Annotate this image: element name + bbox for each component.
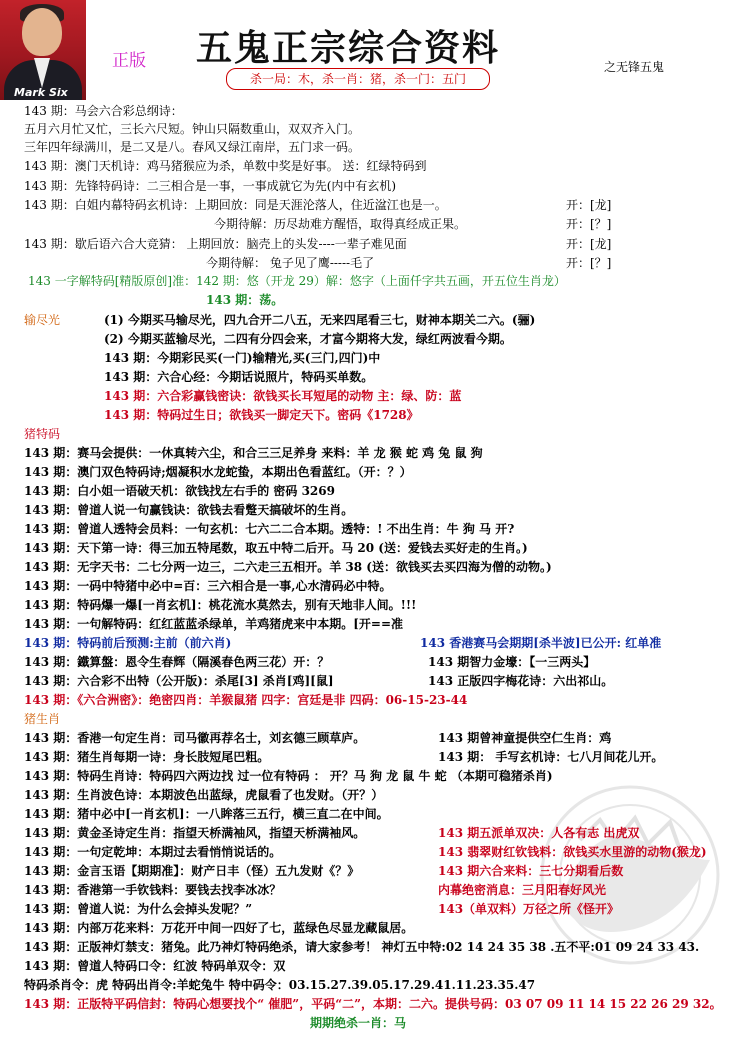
text-line: 143（单双料）万径之所《怪开》 — [438, 902, 620, 916]
text-line: 143 期：特码爆一爆[一肖玄机]：桃花流水莫然去，别有天地非人间。!!! — [24, 598, 417, 612]
text-line: 143 期：曾道人特码口令：红波 特码单双令：双 — [24, 959, 286, 973]
text-line: 143 期：一码中特猪中必中=百：三六相合是一事,心水清码必中特。 — [24, 579, 392, 593]
text-line: 143 期：六合心经：今期话说照片，特码买单数。 — [104, 370, 374, 384]
author-label: 之无锋五鬼 — [604, 60, 665, 74]
portrait-photo — [0, 0, 86, 100]
text-line: 143 期：赛马会提供：一休真转六尘，和合三三足养身 来料：羊 龙 猴 蛇 鸡 兔 鼠 狗 — [24, 446, 483, 460]
text-line: 143 翡翠财红钦钱料：欲钱买水里游的动物(猴龙) — [438, 845, 707, 859]
text-line: 143 期：先锋特码诗：二三相合是一事，一事成就它为先(内中有玄机) — [24, 179, 397, 193]
text-line: 143 期智力金壕：【一三两头】 — [428, 655, 596, 669]
text-line: 143 期：生肖波色诗：本期波色出蓝绿，虎鼠看了也发财。（开？） — [24, 788, 384, 802]
text-line: 143 期：六合彩不出特（公开版)：杀尾[3] 杀肖[鸡][鼠] — [24, 674, 334, 688]
text-line: 143 期：天下第一诗：得三加五特尾数，取五中特二后开。马 20 (送：爱钱去买好走的生肖。) — [24, 541, 528, 555]
text-line: 143 期：无字天书：二七分两一边三，二六走三五相开。羊 38 (送：欲钱买去买四海为僧的动物。) — [24, 560, 552, 574]
text-line: 143 一字解特码[精版原创]准：142 期：悠（开龙 29）解：悠字（上面仟字共五画，开五位生肖龙） — [28, 274, 566, 288]
text-line: 143 期：内部万花来料：万花开中间一四好了七，蓝绿色尽显龙藏鼠居。 — [24, 921, 414, 935]
subtitle-box: 杀一局：木，杀一肖：猪，杀一门：五门 — [226, 68, 490, 90]
text-line: 143 期：正版神灯禁支：猪兔。此乃神灯特码绝杀，请大家参考！ 神灯五中特:02 14 24 35 38 .五不平:01 09 24 33 43. — [24, 940, 700, 954]
text-line: 今期待解： 兔子见了鹰-----毛了 — [206, 256, 375, 270]
text-line: (1) 今期买马输尽光，四九合开二八五，无来四尾看三七，财神本期关二六。(骊) — [104, 313, 536, 327]
text-line: 开：[龙] — [566, 237, 612, 251]
text-line: (2) 今期买蓝输尽光，二四有分四会来，才富今期将大发，绿红两波看今期。 — [104, 332, 512, 346]
text-line: 143 期：黄金圣诗定生肖：指望天桥满袖风，指望天桥满袖风。 — [24, 826, 366, 840]
text-line: 143 期：白小姐一语破天机：欲钱找左右手的 密码 3269 — [24, 484, 335, 498]
text-line: 143 香港赛马会期期[杀半波]已公开: 红单准 — [420, 636, 662, 650]
text-line: 143 期：澳门双色特码诗;烟凝积水龙蛇蛰，本期出色看蓝红。（开：？） — [24, 465, 412, 479]
text-line: 143 期：曾道人说一句赢钱诀：欲钱去看蹩天搞破坏的生肖。 — [24, 503, 354, 517]
text-line: 143 期：正版特平码信封：特码心想要找个“ 催肥”，平码“二”，本期：二六。提供号码：03 07 09 11 14 15 22 26 29 32。 — [24, 997, 722, 1011]
text-line: 143 期：猪生肖每期一诗：身长肢短尾巴粗。 — [24, 750, 270, 764]
text-line: 143 期：鐵算盤：恩令生春辉（隔溪春色两三花）开：？ — [24, 655, 330, 669]
text-line: 143 期：一句定乾坤：本期过去看悄悄说话的。 — [24, 845, 282, 859]
photo-tag: Mark Six — [14, 86, 68, 99]
text-line: 开：[？] — [566, 217, 612, 231]
text-line: 三年四年绿满川，是二又是八。春风又绿江南岸，五门求一码。 — [24, 140, 361, 154]
portrait-face — [22, 8, 62, 56]
text-line: 期期绝杀一肖：马 — [310, 1016, 407, 1030]
text-line: 猪生肖 — [24, 712, 61, 726]
text-line: 143 期：香港一句定生肖：司马徽再荐名士，刘玄德三顾草庐。 — [24, 731, 366, 745]
text-line: 143 期：白姐内幕特码玄机诗：上期回放：同是天涯沦落人，住近湓江也是一。 — [24, 198, 447, 212]
edition-label: 正版 — [112, 51, 146, 71]
text-line: 开：[？] — [566, 256, 612, 270]
text-line: 五月六月忙又忙，三长六尺短。钟山只隔数重山，双双齐入门。 — [24, 122, 361, 136]
text-line: 143 期：特码前后预测:主前（前六肖) — [24, 636, 232, 650]
text-line: 特码杀肖令：虎 特码出肖令:羊蛇兔牛 特中码令：03.15.27.39.05.17.29.41.11.23.35.47 — [24, 978, 536, 992]
text-line: 143 期：歇后语六合大竞猜： 上期回放：脑壳上的头发----一辈子难见面 — [24, 237, 407, 251]
text-line: 今期待解：历尽劫难方醒悟，取得真经成正果。 — [214, 217, 467, 231]
text-line: 143 期： 手写玄机诗：七八月间花儿开。 — [438, 750, 664, 764]
text-line: 143 期：澳门天机诗：鸡马猪猴应为杀，单数中奖是好事。 送：红绿特码到 — [24, 159, 427, 173]
text-line: 143 期曾神童提供空仁生肖：鸡 — [438, 731, 612, 745]
text-line: 143 期六合来料：三七分期看后数 — [438, 864, 624, 878]
text-line: 143 期五派单双决：人各有志 出虎双 — [438, 826, 640, 840]
text-line: 143 期：曾道人说：为什么会掉头发呢？” — [24, 902, 253, 916]
text-line: 143 期：猪中必中[一肖玄机]：一八眸落三五行，横三直二在中间。 — [24, 807, 389, 821]
text-line: 143 正版四字梅花诗：六出祁山。 — [428, 674, 614, 688]
text-line: 内幕绝密消息：三月阳春好风光 — [438, 883, 607, 897]
text-line: 143 期：一句解特码：红红蓝蓝杀绿单，羊鸡猪虎来中本期。[开==准 — [24, 617, 404, 631]
text-line: 143 期：曾道人透特会员料：一句玄机：七六二二合本期。透特：! 不出生肖：牛 狗 马 开? — [24, 522, 515, 536]
text-line: 143 期：马会六合彩总纲诗： — [24, 104, 183, 118]
text-line: 143 期：今期彩民买(一门)输精光,买(三门,四门)中 — [104, 351, 381, 365]
text-line: 143 期：《六合洲密》：绝密四肖：羊猴鼠猪 四字：宫廷是非 四码：06-15-23-44 — [24, 693, 468, 707]
text-line: 猪特码 — [24, 427, 61, 441]
text-line: 143 期：荡。 — [206, 293, 284, 307]
text-line: 143 期：香港第一手钦钱料：要钱去找李冰冰？ — [24, 883, 282, 897]
text-line: 143 期：特码过生日；欲钱买一脚定天下。密码《1728》 — [104, 408, 419, 422]
text-line: 开：[龙] — [566, 198, 612, 212]
text-line: 143 期：六合彩赢钱密诀：欲钱买长耳短尾的动物 主：绿、防：蓝 — [104, 389, 462, 403]
text-line: 143 期：特码生肖诗：特码四六两边找 过一位有特码 ： 开？马 狗 龙 鼠 牛 蛇 （本期可稳猪杀肖) — [24, 769, 553, 783]
text-line: 143 期：金言玉语【期期准】：财产日丰（怪）五九发财《？》 — [24, 864, 360, 878]
text-line: 输尽光 — [24, 313, 61, 327]
page-title: 五鬼正宗综合资料 — [196, 27, 501, 69]
